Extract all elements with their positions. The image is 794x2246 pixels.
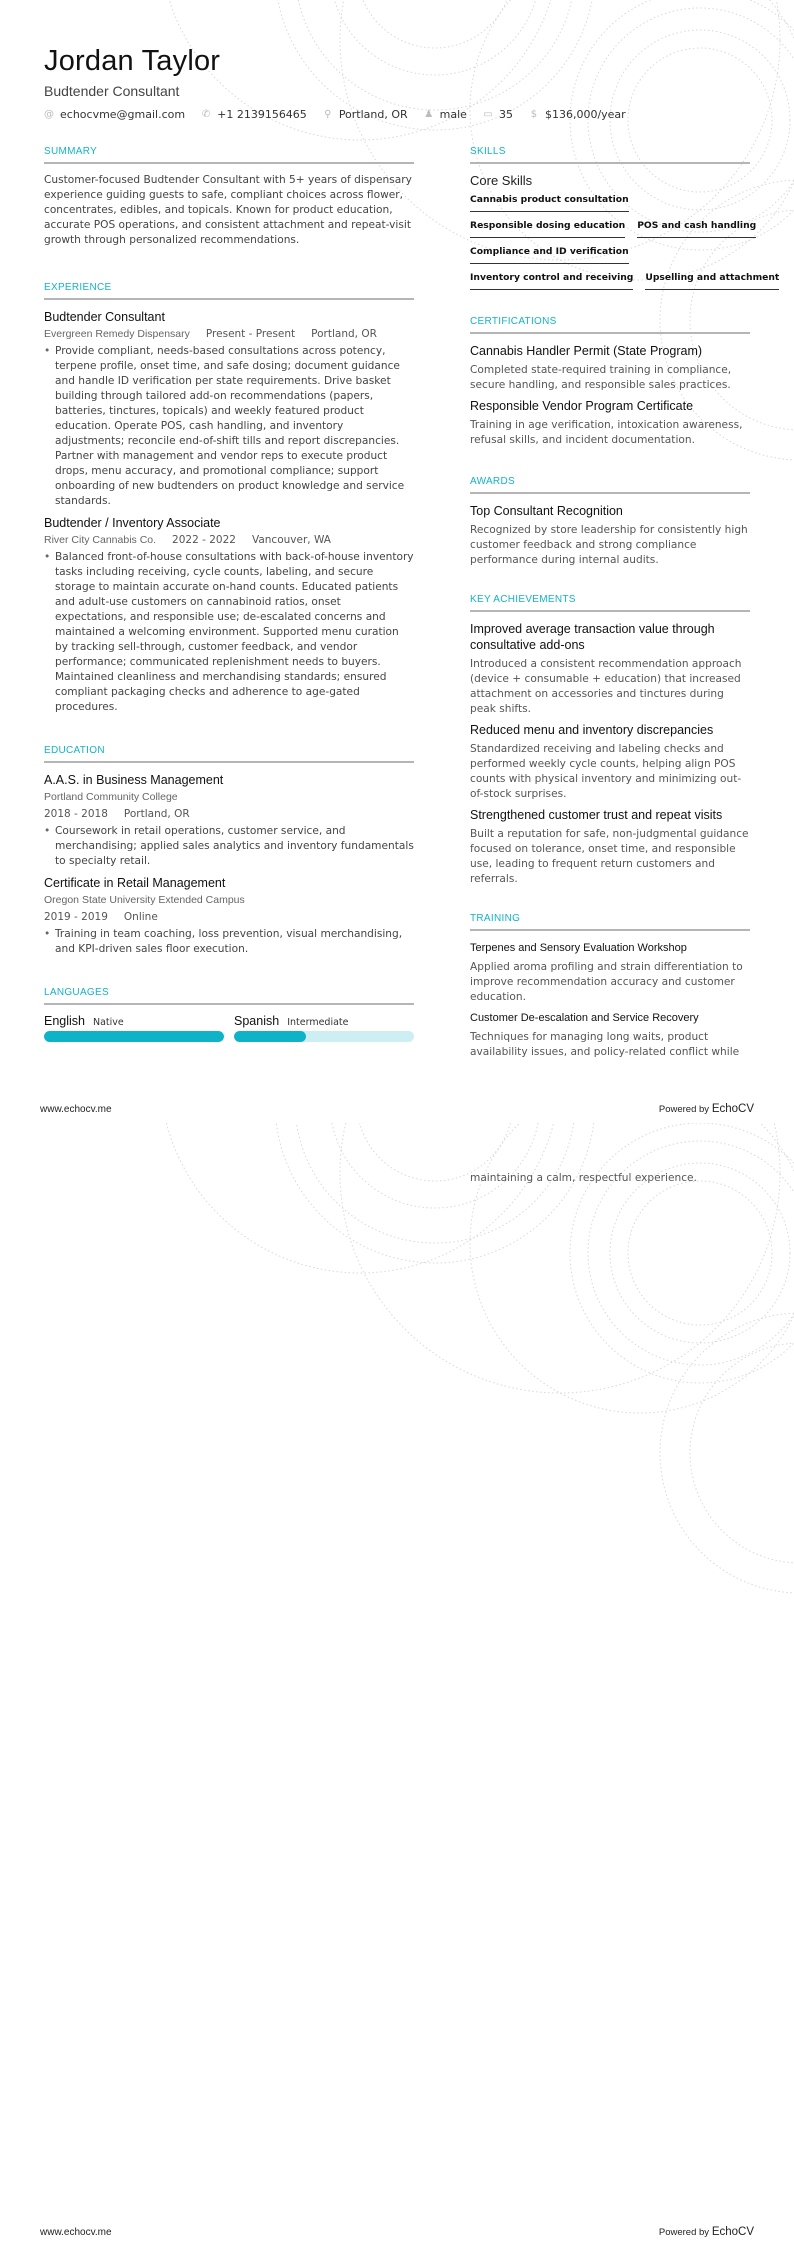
job-title: Budtender Consultant bbox=[44, 310, 165, 324]
contact-email-text: echocvme@gmail.com bbox=[60, 108, 186, 121]
contact-age bbox=[483, 108, 513, 121]
contact-row bbox=[44, 108, 764, 121]
location-pin-icon: ⚲ bbox=[324, 109, 332, 120]
resume-page-2 bbox=[0, 1123, 794, 2246]
certification-desc: Completed state-required training in compliance, secure handling, and responsible sales practices. bbox=[470, 364, 732, 391]
training-title: Customer De-escalation and Service Recovery bbox=[470, 1012, 699, 1024]
education-meta bbox=[44, 806, 414, 822]
job-meta bbox=[44, 326, 414, 342]
certification-desc: Training in age verification, intoxication awareness, refusal skills, and incident documentation. bbox=[470, 419, 743, 446]
achievement-title: Reduced menu and inventory discrepancies bbox=[470, 723, 714, 737]
certifications-section bbox=[470, 316, 750, 448]
skill-tag: Responsible dosing education bbox=[470, 216, 625, 238]
footer-website-link[interactable]: www.echocv.me bbox=[40, 1104, 112, 1115]
training-item bbox=[470, 940, 750, 1005]
job-bullet: • Provide compliant, needs-based consultations across potency, terpene profile, onset time, and safe dosing; document guidance and handle ID verification per state requirements. Drive basket building through tailored add-on recommendations (papers, batteries, tinctures, topicals) and weekly featured product education. Operate POS, cash handling, and inventory adjustments; reconcile end-of-shift tills and report discrepancies. Partner with management and vendor reps to execute product drops, menu accuracy, and promotional compliance; support onboarding of new budtenders on product knowledge and service standards. bbox=[44, 344, 414, 509]
section-heading: SUMMARY bbox=[44, 146, 98, 157]
money-icon: $ bbox=[530, 109, 538, 120]
skill-tag: POS and cash handling bbox=[637, 216, 756, 238]
section-heading: SKILLS bbox=[470, 146, 506, 157]
training-desc: Applied aroma profiling and strain differentiation to improve recommendation accuracy and customer education. bbox=[470, 961, 743, 1003]
footer-brand[interactable]: EchoCV bbox=[711, 1103, 754, 1115]
training-desc-continued: maintaining a calm, respectful experience. bbox=[470, 1172, 697, 1184]
education-bullet: • Coursework in retail operations, customer service, and merchandising; applied sales analytics and inventory fundamentals to specialty retail. bbox=[44, 824, 414, 869]
section-divider bbox=[44, 162, 414, 164]
company-name: River City Cannabis Co. bbox=[44, 534, 157, 546]
footer-powered-by: Powered by EchoCV bbox=[658, 2226, 754, 2238]
job-bullets bbox=[44, 344, 414, 509]
contact-location bbox=[323, 108, 408, 121]
achievement-item bbox=[470, 621, 750, 717]
left-column bbox=[44, 146, 414, 1042]
education-dates: 2018 - 2018 bbox=[44, 808, 108, 820]
candidate-name: Jordan Taylor bbox=[44, 45, 221, 77]
footer-powered-by: Powered by EchoCV bbox=[658, 1103, 754, 1115]
school-name: Portland Community College bbox=[44, 791, 178, 803]
section-heading: CERTIFICATIONS bbox=[470, 316, 557, 327]
education-location: Online bbox=[123, 911, 158, 923]
section-divider bbox=[470, 610, 750, 612]
phone-icon: ✆ bbox=[201, 109, 211, 120]
job-bullets bbox=[44, 550, 414, 715]
certification-title: Responsible Vendor Program Certificate bbox=[470, 399, 694, 413]
education-entry bbox=[44, 772, 414, 869]
experience-entry bbox=[44, 515, 414, 715]
school-name-row bbox=[44, 789, 414, 805]
language-item-spanish bbox=[234, 1014, 414, 1042]
skills-section bbox=[470, 146, 780, 294]
achievement-desc: Introduced a consistent recommendation approach (device + consumable + education) that increased attachment on accessories and tinctures during peak shifts. bbox=[470, 658, 742, 715]
summary-section bbox=[44, 146, 414, 248]
achievement-title: Strengthened customer trust and repeat visits bbox=[470, 808, 723, 822]
achievement-item bbox=[470, 807, 750, 887]
contact-phone[interactable] bbox=[201, 108, 307, 121]
training-section bbox=[470, 913, 750, 1060]
footer-website-link[interactable]: www.echocv.me bbox=[40, 2227, 112, 2238]
calendar-icon: ▭ bbox=[483, 109, 493, 120]
section-heading: EXPERIENCE bbox=[44, 282, 112, 293]
education-entry bbox=[44, 875, 414, 957]
language-level: Intermediate bbox=[287, 1017, 349, 1028]
candidate-title: Budtender Consultant bbox=[44, 83, 180, 99]
language-name: English bbox=[44, 1014, 85, 1028]
section-heading: AWARDS bbox=[470, 476, 515, 487]
language-proficiency-fill bbox=[44, 1031, 224, 1042]
training-title: Terpenes and Sensory Evaluation Workshop bbox=[470, 942, 687, 954]
contact-gender bbox=[424, 108, 467, 121]
training-item bbox=[470, 1010, 750, 1060]
training-desc: Techniques for managing long waits, product availability issues, and policy-related conflict while bbox=[470, 1031, 740, 1058]
award-title: Top Consultant Recognition bbox=[470, 504, 623, 518]
school-name-row bbox=[44, 892, 414, 908]
footer-brand[interactable]: EchoCV bbox=[711, 2226, 754, 2238]
skill-tag: Inventory control and receiving bbox=[470, 268, 633, 290]
award-item bbox=[470, 503, 750, 568]
achievement-desc: Standardized receiving and labeling checks and performed weekly cycle counts, helping align POS counts with physical inventory and minimizing out-of-stock surprises. bbox=[470, 743, 742, 800]
job-location: Portland, OR bbox=[311, 328, 377, 340]
education-location: Portland, OR bbox=[123, 808, 190, 820]
page-footer bbox=[40, 2226, 754, 2238]
certification-title: Cannabis Handler Permit (State Program) bbox=[470, 344, 703, 358]
person-icon: ♟ bbox=[424, 109, 434, 120]
experience-entry bbox=[44, 309, 414, 509]
job-bullet: • Balanced front-of-house consultations with back-of-house inventory tasks including receiving, cycle counts, labeling, and secure storage to maintain accurate on-hand counts. Educated patients and adult-use customers on cannabinoid ratios, onset expectations, and responsible use; de-escalated concerns and maintained a welcoming environment. Supported menu curation by tracking sell-through, customer feedback, and vendor performance; communicated replenishment needs to buyers. Maintained cleanliness and merchandising standards; ensured compliant packaging checks and adherence to age-gated procedures. bbox=[44, 550, 414, 715]
section-divider bbox=[470, 929, 750, 931]
section-heading: EDUCATION bbox=[44, 745, 105, 756]
job-dates: 2022 - 2022 bbox=[172, 534, 236, 546]
education-dates: 2019 - 2019 bbox=[44, 911, 108, 923]
languages-section bbox=[44, 987, 414, 1042]
language-proficiency-bar bbox=[234, 1031, 414, 1042]
contact-phone-text: +1 2139156465 bbox=[217, 108, 307, 121]
skill-tag: Upselling and attachment bbox=[645, 268, 779, 290]
language-proficiency-fill bbox=[234, 1031, 306, 1042]
section-heading: LANGUAGES bbox=[44, 987, 109, 998]
language-proficiency-bar bbox=[44, 1031, 224, 1042]
section-divider bbox=[470, 492, 750, 494]
job-location: Vancouver, WA bbox=[251, 534, 331, 546]
right-column bbox=[470, 146, 780, 1060]
education-meta bbox=[44, 909, 414, 925]
section-heading: TRAINING bbox=[470, 913, 521, 924]
contact-age-text: 35 bbox=[498, 108, 513, 121]
at-icon: @ bbox=[44, 109, 54, 120]
contact-location-text: Portland, OR bbox=[338, 108, 408, 121]
achievement-item bbox=[470, 722, 750, 802]
achievement-title: Improved average transaction value through consultative add-ons bbox=[470, 622, 715, 652]
awards-section bbox=[470, 476, 750, 568]
skills-group-title: Core Skills bbox=[470, 173, 533, 188]
decorative-circles-background bbox=[0, 1123, 794, 2246]
degree-title: A.A.S. in Business Management bbox=[44, 773, 224, 787]
page-footer bbox=[40, 1103, 754, 1115]
certification-item bbox=[470, 398, 750, 448]
certification-item bbox=[470, 343, 750, 393]
job-meta bbox=[44, 532, 414, 548]
section-divider bbox=[44, 298, 414, 300]
section-divider bbox=[44, 1003, 414, 1005]
job-title: Budtender / Inventory Associate bbox=[44, 516, 221, 530]
section-divider bbox=[470, 332, 750, 334]
company-name: Evergreen Remedy Dispensary bbox=[44, 328, 190, 340]
achievement-desc: Built a reputation for safe, non-judgmental guidance focused on tolerance, onset time, and responsible use, leading to frequent return customers and referrals. bbox=[470, 828, 749, 885]
language-level: Native bbox=[93, 1017, 124, 1028]
language-item-english bbox=[44, 1014, 224, 1042]
resume-header bbox=[44, 44, 764, 121]
education-bullet: • Training in team coaching, loss prevention, visual merchandising, and KPI-driven sales floor execution. bbox=[44, 927, 414, 957]
achievements-section bbox=[470, 594, 750, 887]
job-dates: Present - Present bbox=[205, 328, 296, 340]
summary-text: Customer-focused Budtender Consultant with 5+ years of dispensary experience guiding guests to safe, compliant choices across flower, concentrates, edibles, and topicals. Known for product education, accurate POS operations, and consistent attachment and repeat-visit growth through personalized recommendations. bbox=[44, 174, 412, 246]
experience-section bbox=[44, 282, 414, 715]
education-bullets bbox=[44, 824, 414, 869]
contact-salary bbox=[529, 108, 626, 121]
contact-gender-text: male bbox=[439, 108, 467, 121]
skill-tag: Cannabis product consultation bbox=[470, 190, 629, 212]
language-name: Spanish bbox=[234, 1014, 280, 1028]
right-column-continued bbox=[470, 1167, 750, 1186]
school-name: Oregon State University Extended Campus bbox=[44, 894, 245, 906]
degree-title: Certificate in Retail Management bbox=[44, 876, 226, 890]
section-divider bbox=[470, 162, 750, 164]
award-desc: Recognized by store leadership for consistently high customer feedback and strong compliance performance during internal audits. bbox=[470, 524, 748, 566]
contact-salary-text: $136,000/year bbox=[544, 108, 626, 121]
education-bullets bbox=[44, 927, 414, 957]
skill-tag: Compliance and ID verification bbox=[470, 242, 629, 264]
language-list bbox=[44, 1014, 414, 1042]
section-divider bbox=[44, 761, 414, 763]
section-heading: KEY ACHIEVEMENTS bbox=[470, 594, 576, 605]
education-section bbox=[44, 745, 414, 957]
contact-email[interactable] bbox=[44, 108, 185, 121]
skills-list bbox=[470, 190, 780, 294]
